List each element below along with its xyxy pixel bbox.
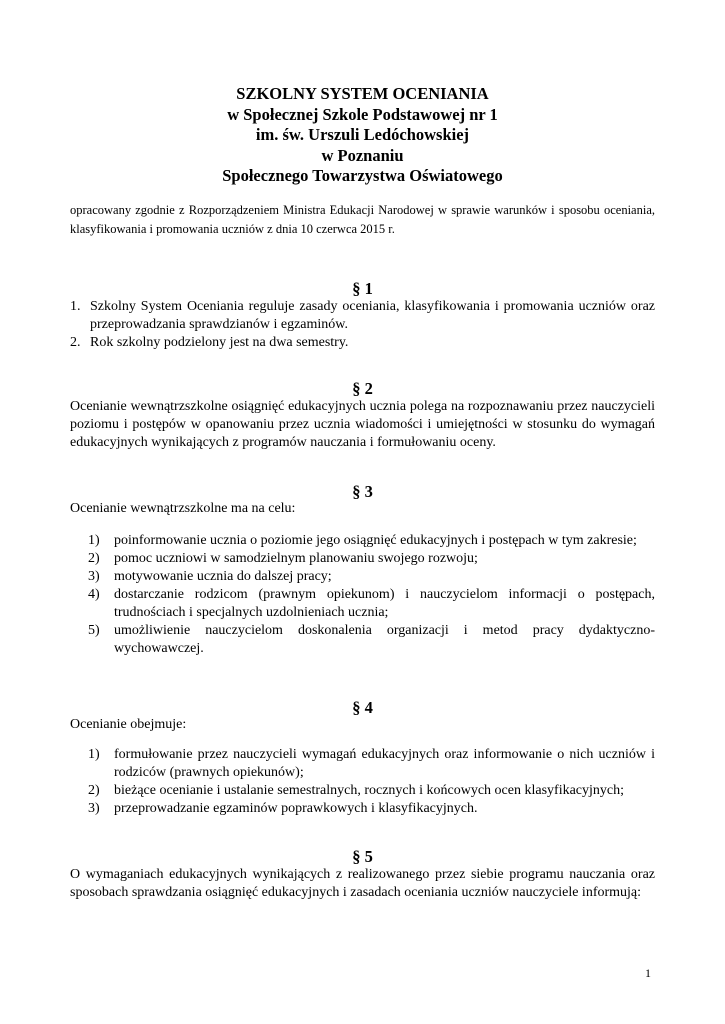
list-item	[88, 746, 655, 782]
title-line: w Poznaniu	[321, 145, 404, 165]
list-item	[88, 800, 655, 818]
section-3-list	[88, 532, 655, 658]
list-item-text: bieżące ocenianie i ustalanie semestralnych, rocznych i końcowych ocen klasyfikacyjnych;	[114, 783, 625, 798]
list-item-number: 2.	[70, 335, 81, 350]
list-item	[88, 550, 655, 568]
intro-paragraph: opracowany zgodnie z Rozporządzeniem Ministra Edukacji Narodowej w sprawie warunków i sposobu oceniania, klasyfikowania i promowania uczniów z dnia 10 czerwca 2015 r.	[70, 203, 655, 236]
list-item-number: 3)	[88, 801, 100, 816]
section-3-heading: § 3	[352, 482, 373, 501]
section-2-paragraph: Ocenianie wewnątrzszkolne osiągnięć edukacyjnych ucznia polega na rozpoznawaniu przez nauczycieli poziomu i postępów w opanowaniu przez ucznia wiadomości i umiejętności w stosunku do wymagań edukacyjnych wynikających z programów nauczania i formułowaniu oceny.	[70, 399, 655, 450]
list-item-text: motywowanie ucznia do dalszej pracy;	[114, 569, 332, 584]
section-4-heading: § 4	[352, 698, 373, 717]
section-3-paragraph: Ocenianie wewnątrzszkolne ma na celu:	[70, 501, 296, 516]
section-5-paragraph: O wymaganiach edukacyjnych wynikających z realizowanego przez siebie programu nauczania oraz sposobach sprawdzania osiągnięć edukacyjnych i zasadach oceniania uczniów nauczyciele informują:	[70, 867, 655, 900]
title-line: Społecznego Towarzystwa Oświatowego	[222, 166, 503, 185]
list-item-text: Szkolny System Oceniania reguluje zasady oceniania, klasyfikowania i promowania uczniów oraz przeprowadzania sprawdzianów i egzaminów.	[90, 299, 655, 332]
list-item-text: przeprowadzanie egzaminów poprawkowych i klasyfikacyjnych.	[114, 801, 478, 816]
list-item-text: dostarczanie rodzicom (prawnym opiekunom) i nauczycielom informacji o postępach, trudnościach i specjalnych uzdolnieniach ucznia;	[114, 587, 655, 620]
list-item-number: 4)	[88, 587, 100, 602]
list-item-number: 2)	[88, 783, 100, 798]
list-item-number: 1)	[88, 747, 100, 762]
list-item-number: 1.	[70, 299, 81, 314]
section-1-list	[70, 298, 655, 352]
list-item	[70, 334, 655, 352]
list-item-number: 2)	[88, 551, 100, 566]
section-5-heading: § 5	[352, 847, 373, 866]
list-item	[88, 586, 655, 622]
list-item-number: 5)	[88, 623, 100, 638]
list-item-text: Rok szkolny podzielony jest na dwa semestry.	[90, 335, 349, 350]
page-number: 1	[645, 966, 651, 980]
list-item-text: umożliwienie nauczycielom doskonalenia organizacji i metod pracy dydaktyczno-wychowawczej.	[114, 623, 655, 656]
list-item	[88, 568, 655, 586]
section-2-heading: § 2	[352, 379, 373, 398]
list-item	[88, 532, 655, 550]
title-line: im. św. Urszuli Ledóchowskiej	[255, 125, 470, 144]
list-item-number: 3)	[88, 569, 100, 584]
list-item	[88, 782, 655, 800]
list-item-text: formułowanie przez nauczycieli wymagań edukacyjnych oraz informowanie o nich uczniów i rodziców (prawnych opiekunów);	[114, 747, 655, 780]
list-item-text: pomoc uczniowi w samodzielnym planowaniu swojego rozwoju;	[114, 551, 478, 566]
section-4-list	[88, 746, 655, 818]
section-4-paragraph: Ocenianie obejmuje:	[70, 717, 187, 732]
title-line: SZKOLNY SYSTEM OCENIANIA	[236, 84, 489, 103]
list-item-number: 1)	[88, 533, 100, 548]
section-1-heading: § 1	[352, 279, 373, 298]
list-item	[88, 622, 655, 658]
list-item	[70, 298, 655, 334]
list-item-text: poinformowanie ucznia o poziomie jego osiągnięć edukacyjnych i postępach w tym zakresie;	[114, 533, 637, 548]
document-title	[70, 84, 655, 187]
title-line: w Społecznej Szkole Podstawowej nr 1	[227, 104, 498, 124]
